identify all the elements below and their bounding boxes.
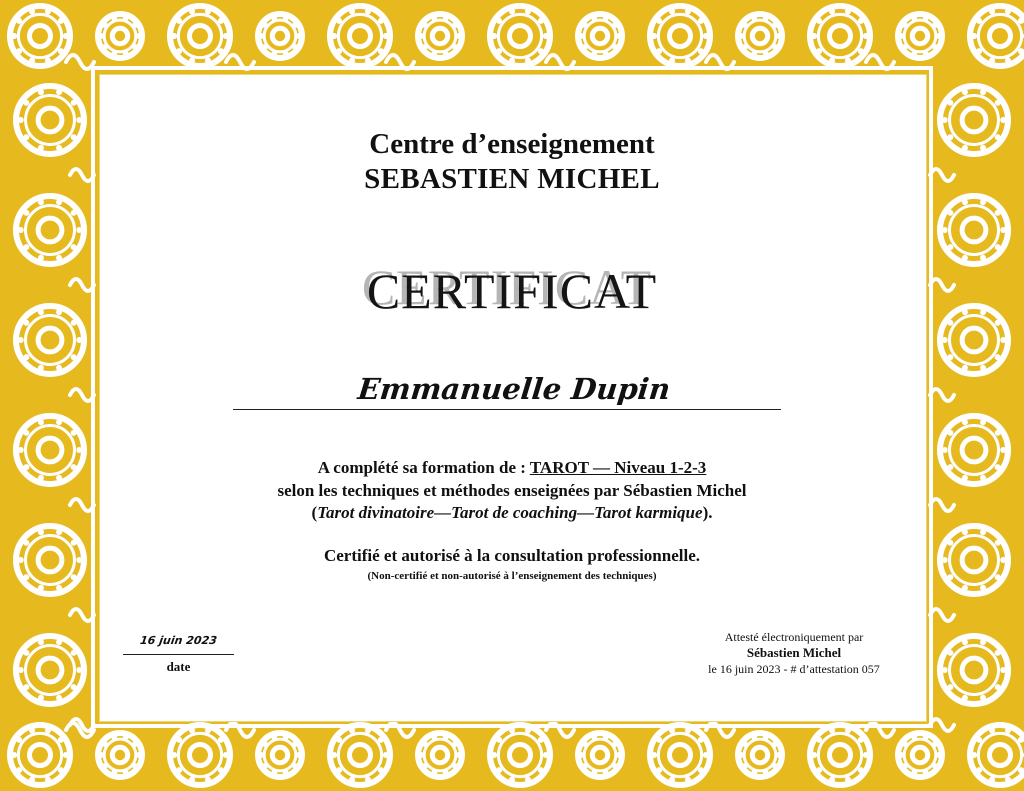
attestation-details: le 16 juin 2023 - # d’attestation 057 bbox=[708, 662, 880, 676]
date-underline bbox=[123, 654, 234, 655]
certificate-title: CERTIFICAT bbox=[366, 263, 658, 319]
recipient-underline bbox=[233, 409, 781, 410]
institution-name: SEBASTIEN MICHEL bbox=[364, 163, 660, 195]
attestation-name: Sébastien Michel bbox=[746, 645, 842, 660]
date-value: 16 juin 2023 bbox=[139, 634, 218, 647]
completion-line bbox=[0, 458, 1024, 478]
specialties-line bbox=[0, 503, 1024, 523]
methods-line: selon les techniques et méthodes enseignées par Sébastien Michel bbox=[277, 481, 747, 500]
institution-line1: Centre d’enseignement bbox=[369, 128, 655, 160]
specialties-open: ( bbox=[311, 503, 318, 522]
date-label: date bbox=[166, 659, 191, 674]
certification-statement: Certifié et autorisé à la consultation professionnelle. bbox=[323, 546, 700, 565]
attestation-line1: Attesté électroniquement par bbox=[724, 630, 864, 644]
certification-note: (Non-certifié et non-autorisé à l’enseignement des techniques) bbox=[367, 570, 657, 582]
specialties-text: Tarot divinatoire—Tarot de coaching—Tarot karmique bbox=[317, 503, 703, 522]
specialties-close: ). bbox=[702, 503, 713, 522]
completion-prefix: A complété sa formation de : bbox=[317, 458, 530, 477]
course-name: TAROT — Niveau 1-2-3 bbox=[529, 458, 707, 477]
recipient-name: Emmanuelle Dupin bbox=[356, 372, 672, 406]
